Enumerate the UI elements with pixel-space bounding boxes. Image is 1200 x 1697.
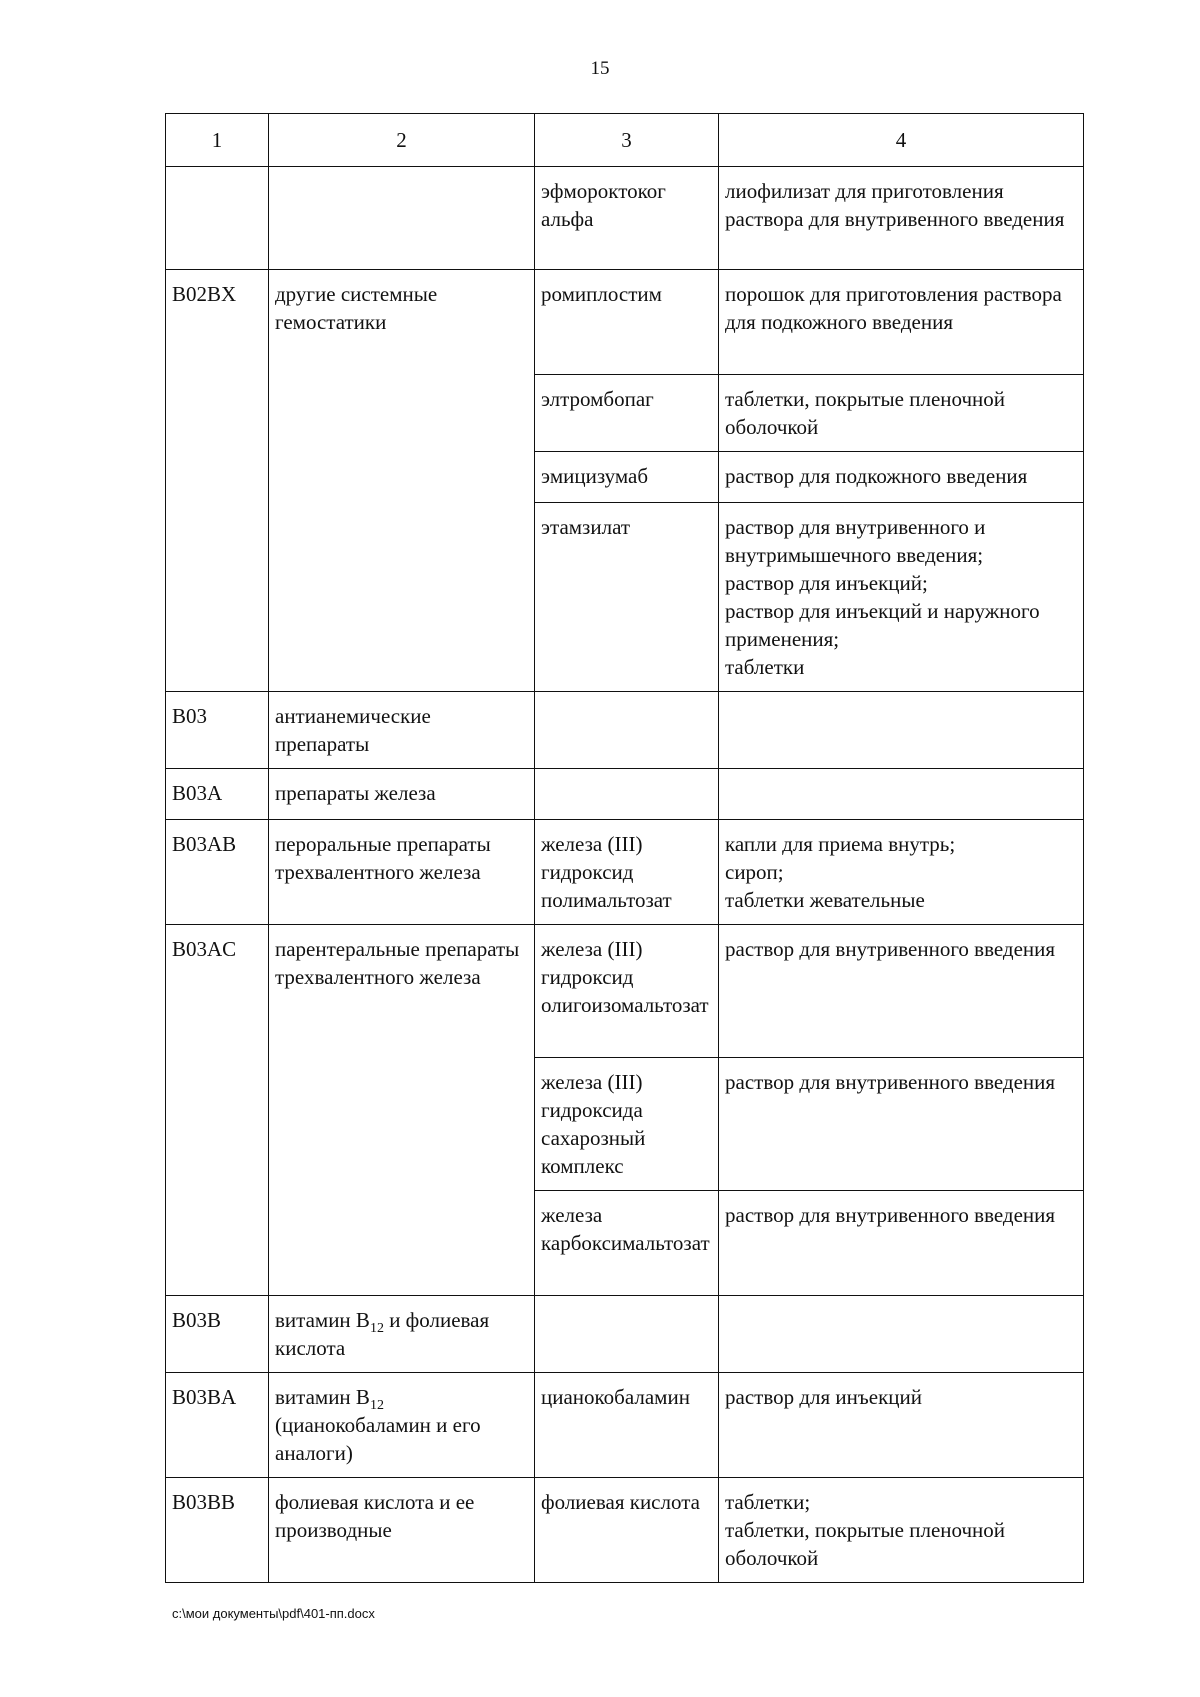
atc-code-cell: B03BA (166, 1373, 269, 1478)
group-text-pre: витамин B (275, 1308, 370, 1332)
table-row (166, 1478, 1084, 1583)
dosage-form-cell (719, 1296, 1084, 1373)
dosage-form-line: раствор для внутривенного и внутримышечного введения; (725, 515, 986, 567)
column-header-2: 2 (269, 114, 535, 167)
group-text-post: и фолиевая кислота (275, 1308, 490, 1360)
dosage-form-line: таблетки; (725, 1490, 811, 1514)
dosage-form-line: сироп; (725, 860, 784, 884)
dosage-form-cell (719, 1478, 1084, 1583)
dosage-form-cell (719, 503, 1084, 692)
table-row (166, 692, 1084, 769)
dosage-form-cell (719, 820, 1084, 925)
table-row (166, 820, 1084, 925)
dosage-form-line: порошок для приготовления раствора для подкожного введения (725, 282, 1062, 334)
dosage-form-line: раствор для внутривенного введения (725, 1203, 1056, 1227)
dosage-form-line: таблетки, покрытые пленочной оболочкой (725, 387, 1006, 439)
dosage-form-cell (719, 167, 1084, 270)
dosage-form-cell (719, 1191, 1084, 1296)
drug-name-cell: эмицизумаб (535, 452, 719, 503)
dosage-form-line: раствор для внутривенного введения (725, 937, 1056, 961)
atc-code-cell: B03AC (166, 925, 269, 1296)
dosage-form-line: раствор для инъекций (725, 1385, 922, 1409)
drug-name-cell: этамзилат (535, 503, 719, 692)
column-header-3: 3 (535, 114, 719, 167)
drug-name-cell: элтромбопаг (535, 375, 719, 452)
dosage-form-cell (719, 769, 1084, 820)
atc-code-cell: B03BB (166, 1478, 269, 1583)
drug-name-cell: железа карбоксимальтозат (535, 1191, 719, 1296)
column-header-1: 1 (166, 114, 269, 167)
drug-table (165, 113, 1084, 1583)
group-subscript: 12 (369, 1321, 384, 1337)
dosage-form-line: раствор для внутривенного введения (725, 1070, 1056, 1094)
drug-name-cell: ромиплостим (535, 270, 719, 375)
atc-code-cell (166, 167, 269, 270)
dosage-form-line: капли для приема внутрь; (725, 832, 956, 856)
group-cell (269, 167, 535, 270)
table-row (166, 270, 1084, 375)
page-number: 15 (590, 58, 610, 79)
drug-name-cell: эфмороктоког альфа (535, 167, 719, 270)
drug-name-cell: железа (III) гидроксид олигоизомальтозат (535, 925, 719, 1058)
table-row (166, 1373, 1084, 1478)
dosage-form-cell (719, 270, 1084, 375)
atc-code-cell: B02BX (166, 270, 269, 692)
group-cell: фолиевая кислота и ее производные (269, 1478, 535, 1583)
table-row (166, 769, 1084, 820)
table-row (166, 1296, 1084, 1373)
dosage-form-line: раствор для инъекций и наружного применения; (725, 599, 1040, 651)
group-cell: антианемические препараты (269, 692, 535, 769)
atc-code-cell: B03 (166, 692, 269, 769)
group-cell (269, 1296, 535, 1373)
atc-code-cell: B03AB (166, 820, 269, 925)
dosage-form-line: лиофилизат для приготовления раствора для внутривенного введения (725, 179, 1065, 231)
atc-code-cell: B03B (166, 1296, 269, 1373)
group-cell: парентеральные препараты трехвалентного железа (269, 925, 535, 1296)
dosage-form-cell (719, 1058, 1084, 1191)
group-cell: пероральные препараты трехвалентного железа (269, 820, 535, 925)
group-text-post: (цианокобаламин и его аналоги) (275, 1413, 481, 1465)
dosage-form-line: раствор для инъекций; (725, 571, 928, 595)
dosage-form-cell (719, 375, 1084, 452)
table-header-row (166, 114, 1084, 167)
group-cell (269, 1373, 535, 1478)
drug-name-cell: железа (III) гидроксида сахарозный комплекс (535, 1058, 719, 1191)
atc-code-cell: B03A (166, 769, 269, 820)
group-subscript: 12 (369, 1398, 384, 1414)
table-row (166, 925, 1084, 1058)
drug-name-cell: фолиевая кислота (535, 1478, 719, 1583)
dosage-form-cell (719, 1373, 1084, 1478)
dosage-form-cell (719, 452, 1084, 503)
dosage-form-cell (719, 925, 1084, 1058)
dosage-form-line: таблетки жевательные (725, 888, 925, 912)
drug-name-cell (535, 692, 719, 769)
group-cell: другие системные гемостатики (269, 270, 535, 692)
drug-name-cell (535, 1296, 719, 1373)
dosage-form-line: раствор для подкожного введения (725, 464, 1028, 488)
table-row (166, 167, 1084, 270)
group-text-pre: витамин B (275, 1385, 370, 1409)
column-header-4: 4 (719, 114, 1084, 167)
dosage-form-line: таблетки, покрытые пленочной оболочкой (725, 1518, 1006, 1570)
drug-name-cell (535, 769, 719, 820)
footer-file-path: c:\мои документы\pdf\401-пп.docx (172, 1606, 375, 1621)
dosage-form-line: таблетки (725, 655, 805, 679)
drug-name-cell: железа (III) гидроксид полимальтозат (535, 820, 719, 925)
dosage-form-cell (719, 692, 1084, 769)
drug-name-cell: цианокобаламин (535, 1373, 719, 1478)
group-cell: препараты железа (269, 769, 535, 820)
